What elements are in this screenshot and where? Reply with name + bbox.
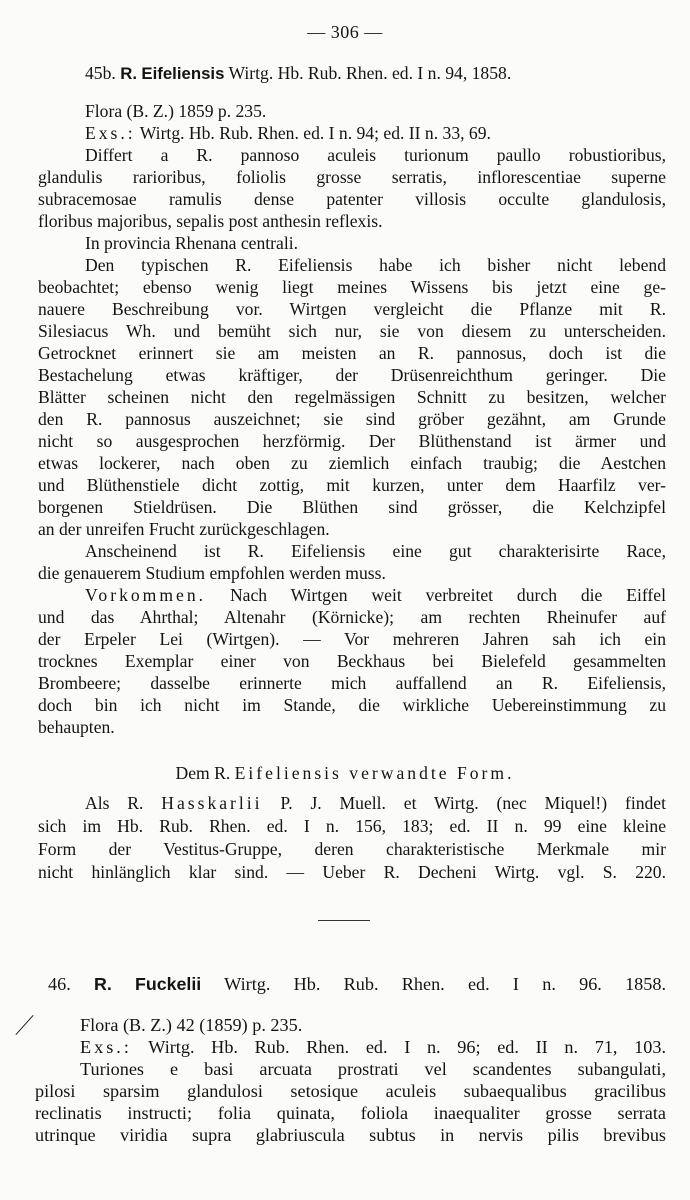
text-line: Blätter scheinen nicht den regelmässigen Schnitt zu besitzen, welcher — [38, 387, 666, 407]
text-line — [85, 792, 666, 814]
occurrence-text: Nach Wirtgen weit verbreitet durch die Eiffel — [229, 585, 666, 605]
section-subheading — [0, 762, 690, 784]
subheading-prefix: Dem R. — [175, 763, 231, 783]
text-line: pilosi sparsim glandulosi setosique aculeis subaequalibus gracilibus — [35, 1081, 666, 1101]
entry-citation: Wirtg. Hb. Rub. Rhen. ed. I n. 96. 1858. — [224, 974, 667, 994]
text-line: Den typischen R. Eifeliensis habe ich bisher nicht lebend — [85, 255, 666, 275]
text-line: Silesiacus Wh. und bemüht sich nur, sie von diesem zu unterscheiden. — [38, 321, 666, 341]
entry-citation: Wirtg. Hb. Rub. Rhen. ed. I n. 94, 1858. — [228, 63, 512, 83]
text-line: und Blüthenstiele dicht zottig, mit kurzen, unter dem Haarfilz ver- — [38, 475, 666, 495]
species-name-spaced: Hasskarlii — [161, 793, 263, 813]
text-line: Anscheinend ist R. Eifeliensis eine gut charakterisirte Race, — [85, 541, 666, 561]
text-line: etwas lockerer, nach oben zu ziemlich einfach traubig; die Aestchen — [38, 453, 666, 473]
text-line: floribus majoribus, sepalis post anthesin reflexis. — [38, 211, 383, 231]
text-line: Form der Vestitus-Gruppe, deren charakteristische Merkmale mir — [38, 839, 666, 859]
text-line: nicht so ausgesprochen herzförmig. Der Blüthenstand ist ärmer und — [38, 431, 666, 451]
text-line: den R. pannosus auszeichnet; sie sind gröber gezähnt, am Grunde — [38, 409, 666, 429]
text-line: an der unreifen Frucht zurückgeschlagen. — [38, 519, 330, 539]
genus-abbrev: R. — [93, 974, 112, 994]
entry-number: 45b. — [85, 63, 116, 83]
text-line: In provincia Rhenana centrali. — [85, 233, 298, 253]
text-line: Getrocknet erinnert sie am meisten an R. pannosus, doch ist die — [38, 343, 666, 363]
text-line: doch bin ich nicht im Stande, die wirkliche Uebereinstimmung zu — [38, 695, 666, 715]
text-line: und das Ahrthal; Altenahr (Körnicke); am rechten Rheinufer auf — [38, 607, 666, 627]
exs-text: Wirtg. Hb. Rub. Rhen. ed. I n. 94; ed. II n. 33, 69. — [139, 123, 491, 143]
section-divider — [318, 920, 370, 921]
text-line: der Erpeler Lei (Wirtgen). — Vor mehreren Jahren sah ich ein — [38, 629, 666, 649]
exsiccatae-line — [85, 122, 666, 144]
entry-heading-45b — [85, 62, 666, 85]
text-line: Brombeere; dasselbe erinnerte mich auffallend an R. Eifeliensis, — [38, 673, 666, 693]
text-line: borgenen Stieldrüsen. Die Blüthen sind grösser, die Kelchzipfel — [38, 497, 666, 517]
text-line: Turiones e basi arcuata prostrati vel scandentes subangulati, — [80, 1059, 666, 1079]
text-line: nauere Beschreibung vor. Wirtgen vergleicht die Pflanze mit R. — [38, 299, 666, 319]
exs-label: Exs.: — [80, 1037, 132, 1057]
text-line: nicht hinlänglich klar sind. — Ueber R. Decheni Wirtg. vgl. S. 220. — [38, 862, 666, 882]
text-line: utrinque viridia supra glabriuscula subtus in nervis pilis brevibus — [35, 1125, 666, 1145]
occurrence-label: Vorkommen. — [85, 585, 207, 605]
text-line: trocknes Exemplar einer von Beckhaus bei Bielefeld gesammelten — [38, 651, 666, 671]
text-line: reclinatis instructi; folia quinata, foliola inaequaliter grosse serrata — [35, 1103, 666, 1123]
text-line: sich im Hb. Rub. Rhen. ed. I n. 156, 183; ed. II n. 99 eine kleine — [38, 816, 666, 836]
text-line: glandulis rarioribus, foliolis grosse serratis, inflorescentiae superne — [38, 167, 666, 187]
entry-number: 46. — [48, 974, 71, 994]
exs-label: Exs.: — [85, 123, 136, 143]
exs-text: Wirtg. Hb. Rub. Rhen. ed. I n. 96; ed. II n. 71, 103. — [148, 1037, 666, 1057]
text-line: Differt a R. pannoso aculeis turionum paullo robustioribus, — [85, 145, 666, 165]
text-fragment: Als R. — [85, 793, 144, 813]
entry-heading-46 — [48, 973, 666, 995]
text-line: behaupten. — [38, 717, 115, 737]
text-line: beobachtet; ebenso wenig liegt meines Wissens bis jetzt eine ge- — [38, 277, 666, 297]
pencil-mark — [15, 1015, 33, 1035]
species-name: Fuckelii — [135, 974, 202, 994]
genus-abbrev: R. — [120, 64, 137, 83]
reference-line: Flora (B. Z.) 1859 p. 235. — [85, 101, 267, 121]
text-line: subracemosae ramulis dense patenter villosis occulte glandulosis, — [38, 189, 666, 209]
subheading-text: Eifeliensis verwandte Form. — [234, 763, 515, 783]
text-line: Bestachelung etwas kräftiger, der Drüsenreichthum geringer. Die — [38, 365, 666, 385]
occurrence-line — [85, 584, 666, 606]
species-name: Eifeliensis — [141, 64, 225, 83]
text-line: die genauerem Studium empfohlen werden muss. — [38, 563, 386, 583]
exsiccatae-line — [80, 1036, 666, 1058]
text-fragment: P. J. Muell. et Wirtg. (nec Miquel!) findet — [280, 793, 667, 813]
reference-line: Flora (B. Z.) 42 (1859) p. 235. — [80, 1015, 303, 1035]
page-number: — 306 — — [307, 22, 383, 42]
